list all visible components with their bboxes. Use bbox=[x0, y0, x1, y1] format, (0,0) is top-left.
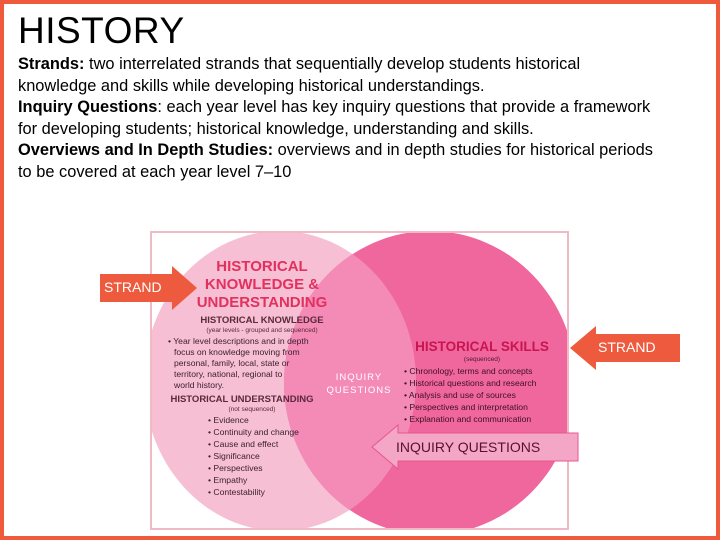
understanding-heading: HISTORICAL UNDERSTANDING bbox=[170, 394, 314, 405]
inquiry-text: : each year level has key inquiry questions that provide a framework for developing students; historical knowledge, understanding and skills. bbox=[18, 98, 651, 138]
skills-item: • Historical questions and research bbox=[404, 378, 537, 388]
overviews-label: Overviews and In Depth Studies: bbox=[18, 141, 274, 160]
understanding-item: • Significance bbox=[208, 451, 260, 461]
strand-left-label: STRAND bbox=[104, 279, 162, 295]
inquiry-label: Inquiry Questions bbox=[18, 98, 158, 117]
left-title-line2: KNOWLEDGE & bbox=[204, 276, 320, 293]
understanding-item: • Continuity and change bbox=[208, 427, 299, 437]
skills-item: • Perspectives and interpretation bbox=[404, 402, 528, 412]
overviews-text: overviews and in depth studies for historical periods to be covered at each year level 7–10 bbox=[18, 141, 653, 181]
skills-item: • Chronology, terms and concepts bbox=[404, 366, 533, 376]
understanding-item: • Evidence bbox=[208, 415, 249, 425]
understanding-item: • Perspectives bbox=[208, 463, 263, 473]
skills-item: • Analysis and use of sources bbox=[404, 390, 516, 400]
strand-right-label: STRAND bbox=[598, 339, 656, 355]
understanding-item: • Empathy bbox=[208, 475, 248, 485]
strands-text: two interrelated strands that sequentially develop students historical knowledge and skills while developing historical understandings. bbox=[18, 55, 581, 95]
left-title-line1: HISTORICAL bbox=[216, 258, 308, 275]
strands-label: Strands: bbox=[18, 55, 85, 73]
center-inquiry-label: INQUIRY bbox=[335, 372, 383, 383]
skills-item: • Explanation and communication bbox=[404, 414, 532, 424]
understanding-item: • Contestability bbox=[208, 487, 265, 497]
knowledge-line: • Year level descriptions and in depth bbox=[168, 336, 309, 346]
page-title: HISTORY bbox=[18, 10, 185, 51]
knowledge-line: personal, family, local, state or bbox=[174, 358, 290, 368]
knowledge-line: world history. bbox=[174, 380, 224, 390]
knowledge-line: territory, national, regional to bbox=[174, 369, 283, 379]
understanding-item: • Cause and effect bbox=[208, 439, 279, 449]
knowledge-heading: HISTORICAL KNOWLEDGE bbox=[200, 315, 324, 326]
inquiry-questions-label: INQUIRY QUESTIONS bbox=[396, 439, 541, 455]
understanding-subheading: (not sequenced) bbox=[228, 406, 276, 413]
left-title-line3: UNDERSTANDING bbox=[196, 294, 328, 311]
skills-subheading: (sequenced) bbox=[463, 356, 501, 363]
skills-title: HISTORICAL SKILLS bbox=[415, 339, 549, 354]
knowledge-line: focus on knowledge moving from bbox=[174, 347, 300, 357]
knowledge-subheading: (year levels - grouped and sequenced) bbox=[206, 327, 318, 334]
center-questions-label: QUESTIONS bbox=[326, 385, 392, 396]
